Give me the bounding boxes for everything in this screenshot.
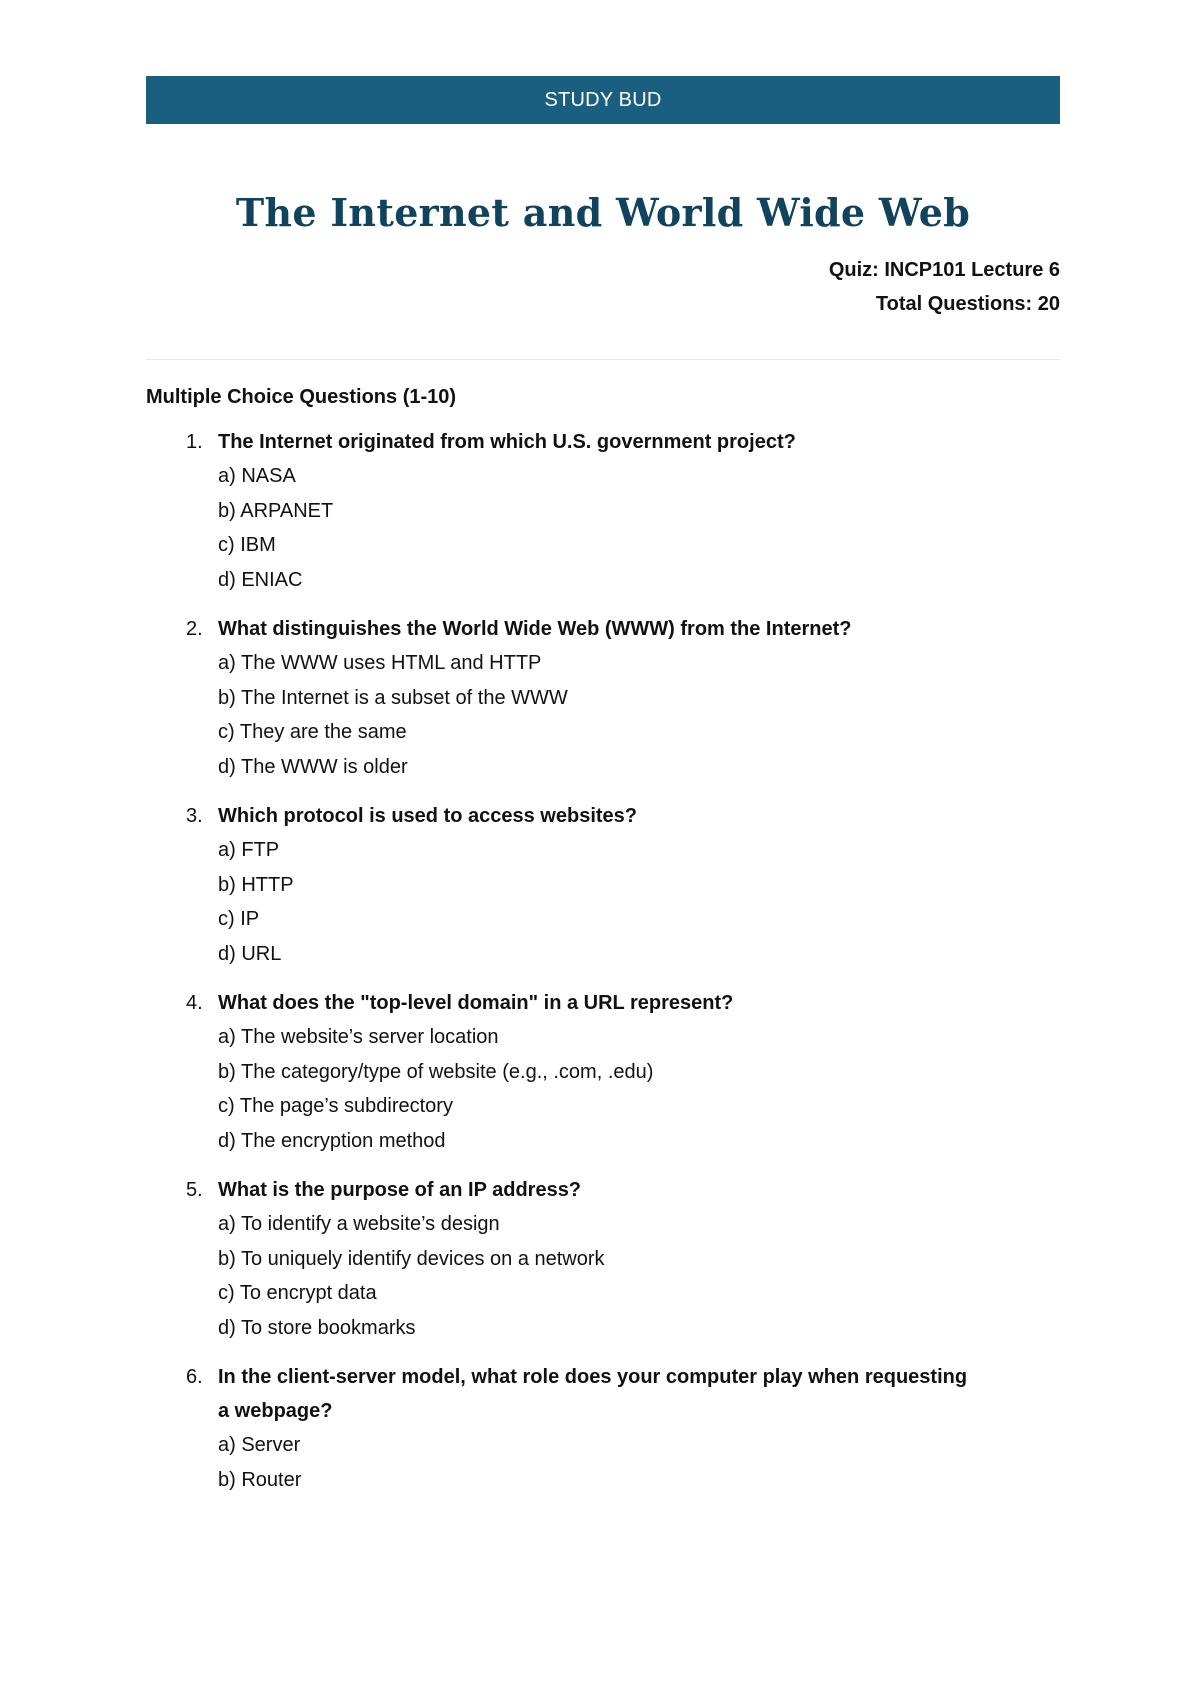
question-number: 5. xyxy=(186,1179,203,1201)
answer-option: d) To store bookmarks xyxy=(218,1316,416,1339)
answer-option: b) The category/type of website (e.g., .com, .edu) xyxy=(218,1060,654,1083)
question-item xyxy=(146,799,1060,971)
question-text: What does the "top-level domain" in a URL represent? xyxy=(218,992,734,1014)
quiz-meta xyxy=(146,253,1060,321)
answer-option: d) The WWW is older xyxy=(218,755,408,778)
question-item xyxy=(146,986,1060,1158)
question-text: Which protocol is used to access websites? xyxy=(218,805,637,827)
answer-option: c) To encrypt data xyxy=(218,1282,377,1304)
answer-option: c) They are the same xyxy=(218,721,407,743)
question-number-wrap xyxy=(146,986,218,1158)
answer-option: c) IBM xyxy=(218,534,276,556)
question-text: In the client-server model, what role does your computer play when requesting a webpage? xyxy=(218,1366,968,1422)
question-body xyxy=(218,1360,1060,1497)
question-number: 6. xyxy=(186,1366,203,1388)
question-body xyxy=(218,986,1060,1158)
quiz-name: Quiz: INCP101 Lecture 6 xyxy=(828,259,1060,281)
answer-option: b) ARPANET xyxy=(218,499,334,522)
question-number-wrap xyxy=(146,799,218,971)
document-page xyxy=(146,76,1060,1512)
question-number: 2. xyxy=(186,618,203,640)
question-body xyxy=(218,612,1060,784)
answer-option: d) ENIAC xyxy=(218,568,303,591)
question-item xyxy=(146,425,1060,597)
header-label: STUDY BUD xyxy=(544,88,662,111)
question-body xyxy=(218,1173,1060,1345)
answer-option: a) The website’s server location xyxy=(218,1026,499,1048)
total-questions: Total Questions: 20 xyxy=(875,293,1060,315)
question-list xyxy=(146,425,1060,1497)
question-text: What distinguishes the World Wide Web (WWW) from the Internet? xyxy=(218,618,852,640)
header-bar xyxy=(146,76,1060,124)
answer-option: d) The encryption method xyxy=(218,1129,446,1152)
answer-option: a) NASA xyxy=(218,465,296,487)
answer-option: a) FTP xyxy=(218,839,280,861)
answer-option: b) To uniquely identify devices on a network xyxy=(218,1247,605,1270)
document-title: The Internet and World Wide Web xyxy=(235,190,971,235)
question-number: 3. xyxy=(186,805,203,827)
question-text: The Internet originated from which U.S. government project? xyxy=(218,431,796,453)
section-heading: Multiple Choice Questions (1-10) xyxy=(146,386,457,408)
answer-option: a) To identify a website’s design xyxy=(218,1213,500,1235)
question-item xyxy=(146,1360,1060,1497)
answer-option: c) The page’s subdirectory xyxy=(218,1095,453,1117)
answer-option: b) HTTP xyxy=(218,873,294,896)
question-item xyxy=(146,612,1060,784)
question-number-wrap xyxy=(146,425,218,597)
question-text: What is the purpose of an IP address? xyxy=(218,1179,582,1201)
question-body xyxy=(218,425,1060,597)
question-item xyxy=(146,1173,1060,1345)
answer-option: a) Server xyxy=(218,1434,301,1456)
question-number: 4. xyxy=(186,992,203,1014)
answer-option: a) The WWW uses HTML and HTTP xyxy=(218,652,542,674)
answer-option: d) URL xyxy=(218,942,282,965)
question-number: 1. xyxy=(186,431,203,453)
answer-option: b) The Internet is a subset of the WWW xyxy=(218,686,568,709)
question-number-wrap xyxy=(146,1360,218,1497)
answer-option: c) IP xyxy=(218,908,260,930)
answer-option: b) Router xyxy=(218,1468,302,1491)
divider xyxy=(146,359,1060,360)
question-number-wrap xyxy=(146,1173,218,1345)
question-number-wrap xyxy=(146,612,218,784)
question-body xyxy=(218,799,1060,971)
